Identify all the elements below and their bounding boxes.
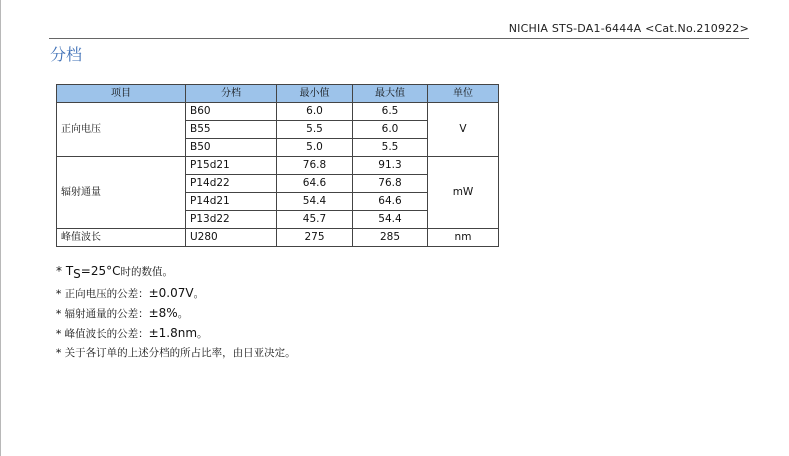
- max-cell: 6.0: [353, 121, 428, 139]
- note-value: ±8%: [148, 306, 178, 321]
- table-row: [57, 103, 499, 121]
- max-cell: 285: [353, 229, 428, 247]
- item-peak-wavelength: 峰值波长: [57, 229, 186, 247]
- grade-cell: B50: [186, 139, 277, 157]
- max-cell: 5.5: [353, 139, 428, 157]
- min-cell: 5.0: [277, 139, 353, 157]
- table-row: [57, 229, 499, 247]
- max-cell: 54.4: [353, 211, 428, 229]
- note-end: 。: [197, 328, 208, 341]
- grade-cell: B60: [186, 103, 277, 121]
- note-end: 。: [193, 288, 205, 301]
- table-row: [57, 157, 499, 175]
- note-value: =25°C: [80, 264, 121, 278]
- grade-cell: P15d21: [186, 157, 277, 175]
- unit-cell: nm: [428, 229, 499, 247]
- item-radiant-flux: 辐射通量: [57, 157, 186, 229]
- note-text: * 正向电压的公差：: [56, 288, 149, 301]
- column-header-min: 最小值: [277, 85, 353, 103]
- note-bin-ratio: * 关于各订单的上述分档的所占比率，由日亚决定。: [56, 347, 296, 360]
- min-cell: 6.0: [277, 103, 353, 121]
- grade-cell: P14d21: [186, 193, 277, 211]
- max-cell: 6.5: [353, 103, 428, 121]
- grade-cell: B55: [186, 121, 277, 139]
- note-prefix: * T: [56, 264, 74, 278]
- note-text: * 峰值波长的公差：: [56, 328, 149, 341]
- grade-cell: U280: [186, 229, 277, 247]
- note-value: ±1.8nm: [148, 326, 198, 341]
- min-cell: 64.6: [277, 175, 353, 193]
- min-cell: 76.8: [277, 157, 353, 175]
- column-header-unit: 单位: [428, 85, 499, 103]
- grade-cell: P14d22: [186, 175, 277, 193]
- note-voltage-tolerance: [56, 284, 296, 304]
- column-header-item: 项目: [57, 85, 186, 103]
- min-cell: 54.4: [277, 193, 353, 211]
- document-id: NICHIA STS-DA1-6444A <Cat.No.210922>: [508, 22, 749, 35]
- note-text: * 辐射通量的公差：: [56, 308, 149, 321]
- min-cell: 45.7: [277, 211, 353, 229]
- column-header-max: 最大值: [353, 85, 428, 103]
- item-forward-voltage: 正向电压: [57, 103, 186, 157]
- header-divider: [49, 38, 749, 39]
- unit-cell: mW: [428, 157, 499, 229]
- note-text: 时的数值。: [120, 266, 173, 278]
- min-cell: 275: [277, 229, 353, 247]
- table-header-row: [57, 85, 499, 103]
- unit-cell: V: [428, 103, 499, 157]
- section-title: 分档: [50, 45, 83, 64]
- min-cell: 5.5: [277, 121, 353, 139]
- max-cell: 91.3: [353, 157, 428, 175]
- note-temperature: [56, 262, 296, 284]
- notes-list: [56, 262, 296, 363]
- note-value: ±0.07V: [148, 286, 194, 301]
- note-subscript: S: [73, 267, 81, 282]
- note-wavelength-tolerance: [56, 324, 296, 344]
- column-header-grade: 分档: [186, 85, 277, 103]
- page-left-border: [0, 0, 1, 456]
- max-cell: 76.8: [353, 175, 428, 193]
- note-flux-tolerance: [56, 304, 296, 324]
- binning-table: [56, 84, 499, 247]
- note-end: 。: [177, 308, 189, 321]
- max-cell: 64.6: [353, 193, 428, 211]
- grade-cell: P13d22: [186, 211, 277, 229]
